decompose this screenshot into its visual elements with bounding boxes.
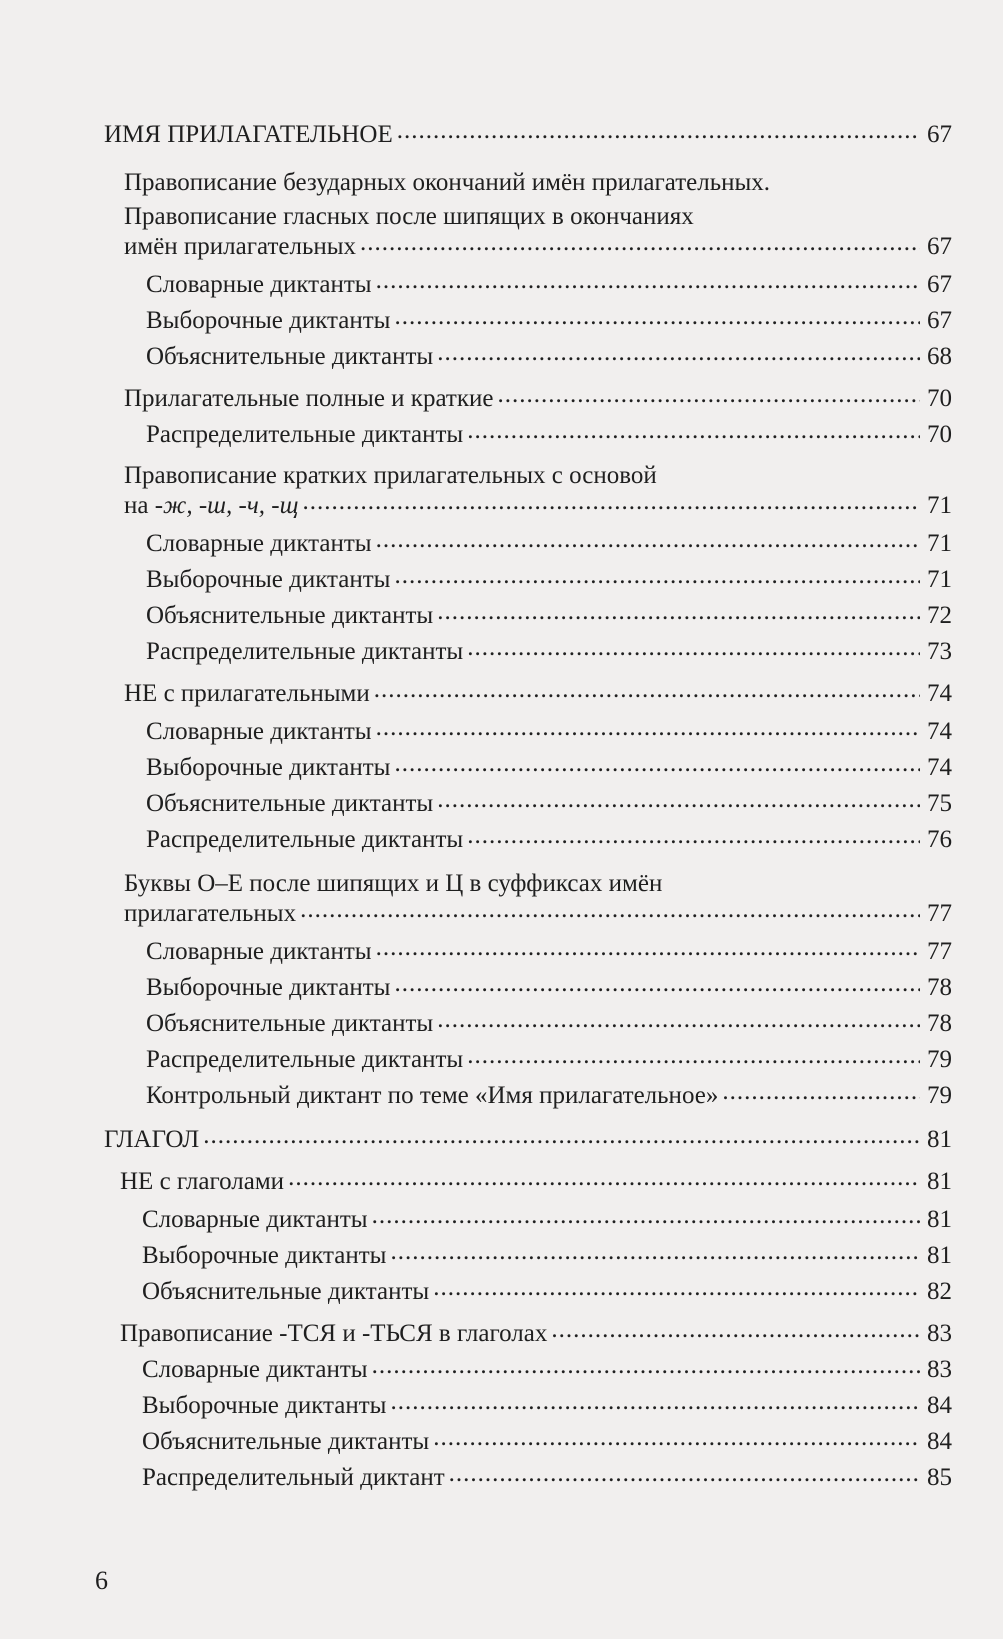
toc-entry-title: Словарные диктанты [146,530,372,557]
toc-entry-page: 81 [927,1126,952,1153]
dot-leader [360,234,920,254]
toc-entry-title: Объяснительные диктанты [146,343,434,370]
toc-entry-page: 79 [927,1046,952,1073]
toc-entry-page: 67 [927,271,952,298]
dot-leader [551,1321,920,1341]
dot-leader [467,422,920,442]
toc-entry-line [146,973,952,1003]
toc-entry-title: Словарные диктанты [142,1356,368,1383]
dot-leader [374,681,920,701]
dot-leader [300,901,920,921]
toc-entry-title: Выборочные диктанты [146,974,391,1001]
toc-entry-title: Объяснительные диктанты [142,1278,430,1305]
toc-entry-title: Объяснительные диктанты [146,790,434,817]
dot-leader [372,1357,920,1377]
toc-entry-page: 84 [927,1428,952,1455]
dot-leader [397,122,920,142]
toc-entry-line [142,1427,952,1457]
dot-leader [433,1429,920,1449]
toc-entry-page: 71 [927,492,952,519]
dot-leader [394,567,920,587]
toc-entry-page: 74 [927,754,952,781]
toc-entry-page: 84 [927,1392,952,1419]
toc-entry-line [142,1241,952,1271]
toc-entry-line [120,1167,952,1197]
toc-entry-page: 85 [927,1464,952,1491]
toc-entry-title: Распределительные диктанты [146,421,464,448]
toc-entry-line [124,232,952,262]
toc-entry-title: Распределительные диктанты [146,638,464,665]
dot-leader [437,1011,920,1031]
toc-entry-title: Словарные диктанты [146,938,372,965]
dot-leader [467,827,920,847]
toc-entry-line [142,1277,952,1307]
toc-entry-title: Правописание безударных окончаний имён прилагательных. [124,169,771,196]
dot-leader [722,1083,920,1103]
dot-leader [376,531,920,551]
toc-entry-line [146,789,952,819]
toc-entry-line [104,120,952,150]
dot-leader [467,1047,920,1067]
toc-entry-page: 74 [927,680,952,707]
dot-leader [433,1279,920,1299]
toc-entry-page: 74 [927,718,952,745]
toc-entry-line [146,937,952,967]
dot-leader [302,493,920,513]
toc-entry-title: Распределительный диктант [142,1464,445,1491]
toc-entry-title: Объяснительные диктанты [146,602,434,629]
toc-entry-title: Выборочные диктанты [146,566,391,593]
dot-leader [394,755,920,775]
toc-entry-line [124,384,952,414]
toc-entry-page: 71 [927,566,952,593]
toc-entry-title: Прилагательные полные и краткие [124,385,494,412]
toc-entry-title: Правописание -ТСЯ и -ТЬСЯ в глаголах [120,1320,548,1347]
toc-entry-title: НЕ с прилагательными [124,680,370,707]
toc-entry-page: 81 [927,1168,952,1195]
toc-entry-line [104,1125,952,1155]
dot-leader [394,308,920,328]
dot-leader [437,791,920,811]
toc-entry-title: Распределительные диктанты [146,826,464,853]
toc-entry-line [146,1045,952,1075]
toc-entry-line [124,679,952,709]
toc-entry-title: прилагательных [124,900,297,927]
toc-entry-title: Выборочные диктанты [146,307,391,334]
toc-entry-line [120,1319,952,1349]
toc-entry-title: Словарные диктанты [142,1206,368,1233]
toc-entry-page: 83 [927,1356,952,1383]
dot-leader [372,1207,920,1227]
toc-entry-page: 71 [927,530,952,557]
toc-entry-page: 76 [927,826,952,853]
toc-entry-line [142,1355,952,1385]
toc-entry-title: Выборочные диктанты [142,1392,387,1419]
dot-leader [390,1243,920,1263]
toc-entry-line [146,342,952,372]
toc-entry-title: Контрольный диктант по теме «Имя прилагательное» [146,1082,719,1109]
toc-entry-title: Выборочные диктанты [146,754,391,781]
toc-entry-title: имён прилагательных [124,233,357,260]
toc-entry-title-line1: Правописание гласных после шипящих в окончаниях [124,203,694,230]
toc-entry-title: Объяснительные диктанты [142,1428,430,1455]
toc-entry-line [146,270,952,300]
toc-entry-line [146,637,952,667]
dot-leader [449,1465,920,1485]
toc-entry-page: 75 [927,790,952,817]
page-number: 6 [95,1566,108,1595]
toc-entry-page: 81 [927,1242,952,1269]
toc-entry-title: Словарные диктанты [146,718,372,745]
toc-entry-page: 78 [927,1010,952,1037]
toc-entry-title: Распределительные диктанты [146,1046,464,1073]
toc-entry-title: ИМЯ ПРИЛАГАТЕЛЬНОЕ [104,121,393,148]
dot-leader [376,719,920,739]
dot-leader [497,386,920,406]
toc-entry-title: на -ж, -ш, -ч, -щ [124,492,299,519]
toc-entry-line [146,717,952,747]
toc-entry-page: 67 [927,307,952,334]
toc-entry-page: 82 [927,1278,952,1305]
toc-entry-line [146,1009,952,1039]
toc-entry-page: 77 [927,900,952,927]
toc-entry-page: 70 [927,421,952,448]
dot-leader [437,603,920,623]
toc-entry-page: 83 [927,1320,952,1347]
toc-entry-page: 79 [927,1082,952,1109]
toc-entry-page: 77 [927,938,952,965]
toc-entry-line [146,529,952,559]
toc-entry-page: 68 [927,343,952,370]
toc-entry-line [146,306,952,336]
toc-entry-line [124,899,952,929]
toc-entry-page: 81 [927,1206,952,1233]
toc-entry-page: 72 [927,602,952,629]
dot-leader [437,344,920,364]
toc-entry-title: ГЛАГОЛ [104,1126,200,1153]
dot-leader [288,1169,920,1189]
toc-entry-title-line1: Правописание кратких прилагательных с основой [124,462,657,489]
toc-entry-page: 67 [927,233,952,260]
toc-entry-line [142,1463,952,1493]
toc-entry-title: Словарные диктанты [146,271,372,298]
toc-entry-line [146,601,952,631]
toc-entry-title: Объяснительные диктанты [146,1010,434,1037]
toc-entry-line [124,491,952,521]
toc-entry-title-line1: Буквы О–Е после шипящих и Ц в суффиксах имён [124,870,663,897]
toc-entry-page: 67 [927,121,952,148]
dot-leader [376,939,920,959]
toc-entry-line [146,825,952,855]
toc-entry-page: 78 [927,974,952,1001]
dot-leader [467,639,920,659]
dot-leader [376,272,920,292]
toc-entry-line [142,1205,952,1235]
toc-entry-line [146,1081,952,1111]
toc-entry-page: 73 [927,638,952,665]
toc-entry-title: НЕ с глаголами [120,1168,285,1195]
dot-leader [390,1393,920,1413]
toc-entry-line [142,1391,952,1421]
toc-entry-line [146,565,952,595]
toc-entry-page: 70 [927,385,952,412]
dot-leader [203,1127,920,1147]
toc-entry-line [146,753,952,783]
toc-entry-title: Выборочные диктанты [142,1242,387,1269]
dot-leader [394,975,920,995]
toc-entry-line [146,420,952,450]
